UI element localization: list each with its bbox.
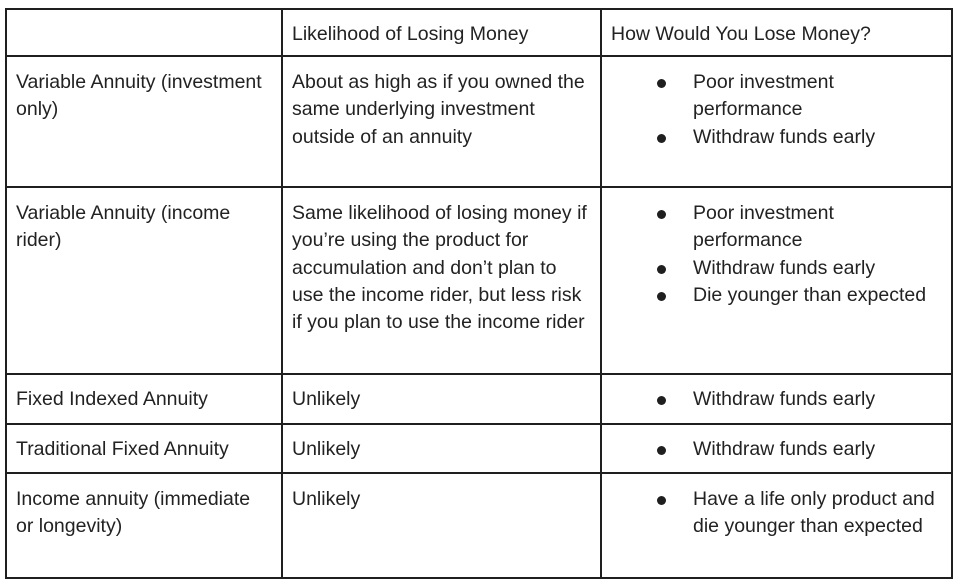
how-lose-cell <box>601 56 952 187</box>
reasons-list <box>611 69 942 151</box>
list-item <box>657 124 942 151</box>
how-lose-cell <box>601 424 952 473</box>
bullet-icon <box>657 446 666 455</box>
header-cell-annuity-type <box>6 9 282 56</box>
bullet-icon <box>657 496 666 505</box>
table-row <box>6 424 952 473</box>
likelihood-cell: About as high as if you owned the same underlying investment outside of an annuity <box>282 56 601 187</box>
reason-text: Withdraw funds early <box>693 125 876 148</box>
list-item <box>657 436 942 463</box>
how-lose-cell <box>601 374 952 424</box>
likelihood-cell: Unlikely <box>282 374 601 424</box>
reason-text: Poor investment performance <box>693 202 834 252</box>
bullet-icon <box>657 134 666 143</box>
how-lose-cell <box>601 187 952 374</box>
annuity-risk-table <box>5 8 953 579</box>
annuity-type-cell: Traditional Fixed Annuity <box>6 424 282 473</box>
table-row <box>6 56 952 187</box>
reason-text: Die younger than expected <box>693 283 927 306</box>
list-item <box>657 200 942 255</box>
likelihood-cell: Unlikely <box>282 473 601 578</box>
table-row <box>6 187 952 374</box>
header-cell-likelihood: Likelihood of Losing Money <box>282 9 601 56</box>
reason-text: Withdraw funds early <box>693 256 876 279</box>
header-cell-how-lose: How Would You Lose Money? <box>601 9 952 56</box>
reasons-list <box>611 200 942 309</box>
how-lose-cell <box>601 473 952 578</box>
annuity-type-cell: Variable Annuity (income rider) <box>6 187 282 374</box>
bullet-icon <box>657 79 666 88</box>
list-item <box>657 386 942 413</box>
likelihood-cell: Same likelihood of losing money if you’re using the product for accumulation and don’t plan to use the income rider, but less risk if you plan to use the income rider <box>282 187 601 374</box>
annuity-risk-table-container <box>5 8 953 579</box>
list-item <box>657 69 942 124</box>
table-row <box>6 374 952 424</box>
reasons-list <box>611 386 942 413</box>
reason-text: Withdraw funds early <box>693 388 876 410</box>
list-item <box>657 486 942 541</box>
bullet-icon <box>657 396 666 405</box>
list-item <box>657 282 942 309</box>
list-item <box>657 255 942 282</box>
likelihood-cell: Unlikely <box>282 424 601 473</box>
table-row <box>6 473 952 578</box>
annuity-type-cell: Variable Annuity (investment only) <box>6 56 282 187</box>
reasons-list <box>611 486 942 541</box>
header-row <box>6 9 952 56</box>
annuity-type-cell: Fixed Indexed Annuity <box>6 374 282 424</box>
reason-text: Have a life only product and die younger than expected <box>693 488 935 538</box>
reason-text: Withdraw funds early <box>693 438 876 460</box>
bullet-icon <box>657 210 666 219</box>
bullet-icon <box>657 265 666 274</box>
annuity-type-cell: Income annuity (immediate or longevity) <box>6 473 282 578</box>
bullet-icon <box>657 292 666 301</box>
reason-text: Poor investment performance <box>693 71 834 121</box>
reasons-list <box>611 436 942 463</box>
